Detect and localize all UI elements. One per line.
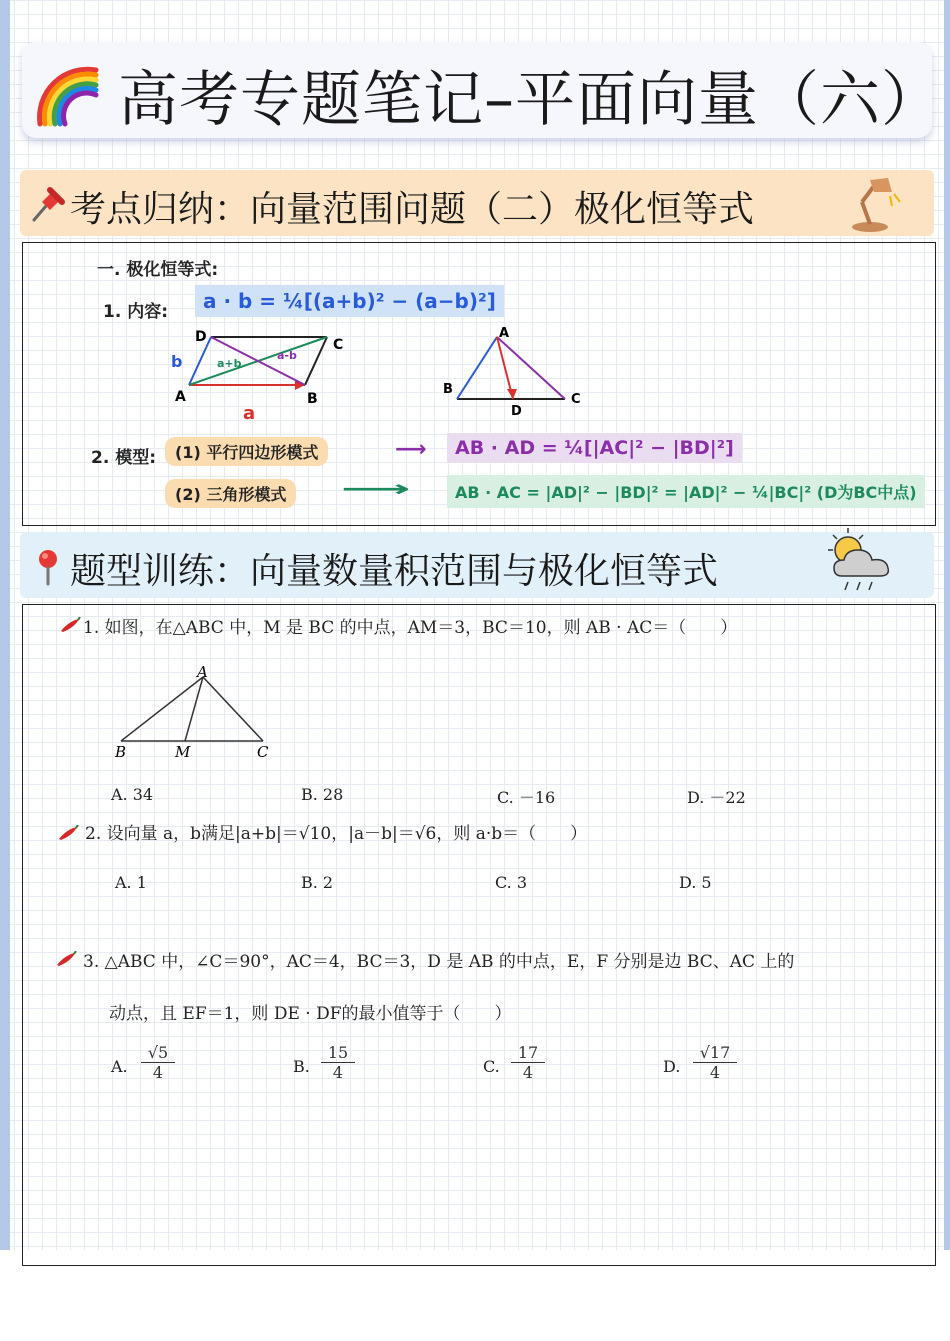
option-fraction [141,1043,175,1082]
option-letter: C. [483,1057,500,1076]
page-title: 高考专题笔记–平面向量（六） [118,65,942,135]
model1-arrow: ⟶ [395,437,427,462]
option-fraction [693,1043,737,1082]
page-edge-left [0,0,10,1250]
parallelogram-figure [165,327,365,427]
q1-vertex-A: A [197,663,208,681]
fraction-denominator: 4 [332,1063,344,1082]
diag-sum-label: a+b [217,357,242,370]
fraction-numerator: √5 [141,1043,175,1063]
section-header-practice [20,532,934,598]
question-2-option-d[interactable]: D. 5 [679,873,712,892]
question-1-option-b[interactable]: B. 28 [301,785,344,804]
question-3-stem-line2: 动点，且 EF＝1，则 DE · DF的最小值等于（ ） [109,1004,512,1024]
vector-b-label: b [171,352,183,371]
q1-vertex-C: C [257,743,269,761]
pushpin-icon [28,184,68,224]
page-edge-right [944,0,950,1250]
section-header-key-points [20,170,934,236]
tri-vertex-C: C [571,392,581,407]
question-2-stem: 2. 设向量 a，b满足|a+b|＝√10，|a－b|＝√6，则 a·b＝（ ） [85,824,588,844]
vertex-D: D [195,329,207,345]
model1-formula: AB · AD = ¼[|AC|² − |BD|²] [447,433,742,463]
notes-heading: 一. 极化恒等式: [97,260,219,280]
section-title: 题型训练：向量数量积范围与极化恒等式 [70,551,719,592]
question-2-option-a[interactable]: A. 1 [115,873,147,892]
rainbow-icon [34,62,100,128]
location-pin-icon [28,546,68,586]
question-1-figure [105,663,285,763]
fraction-numerator: √17 [693,1043,737,1063]
model2-arrow: ⟶ [341,477,411,502]
triangle-figure [435,323,605,419]
vertex-A: A [175,389,186,405]
title-banner [22,42,942,138]
fraction-denominator: 4 [152,1063,164,1082]
tri-vertex-A: A [499,326,510,341]
model-label: 2. 模型: [91,448,157,468]
model2-label: (2) 三角形模式 [165,479,296,508]
question-3-stem-line1: 3. △ABC 中，∠C＝90°，AC＝4，BC＝3，D 是 AB 的中点，E，F 分别是边 BC、AC 上的 [83,952,795,972]
option-letter: A. [111,1057,128,1076]
content-formula: a · b = ¼[(a+b)² − (a−b)²] [195,285,504,317]
fraction-numerator: 17 [511,1043,545,1063]
diag-diff-label: a-b [277,349,297,362]
fraction-denominator: 4 [709,1063,721,1082]
option-letter: B. [293,1057,310,1076]
option-letter: D. [663,1057,681,1076]
chili-pepper-icon [57,825,79,841]
desk-lamp-icon [844,172,906,234]
question-2-option-c[interactable]: C. 3 [495,873,528,892]
question-1-option-d[interactable]: D. －22 [687,788,746,807]
tri-vertex-B: B [443,382,453,397]
question-1-option-c[interactable]: C. －16 [497,788,556,807]
question-1-option-a[interactable]: A. 34 [111,785,154,804]
q1-vertex-B: B [115,743,127,761]
vector-a-label: a [243,403,256,424]
chili-pepper-icon [55,951,77,967]
vertex-B: B [307,391,318,407]
fraction-denominator: 4 [522,1063,534,1082]
tri-vertex-D: D [511,404,522,419]
questions-box [22,604,936,1266]
model2-formula: AB · AC = |AD|² − |BD|² = |AD|² − ¼|BC|² (D为BC中点) [447,475,925,508]
option-fraction [321,1043,355,1082]
sun-cloud-rain-icon [820,524,904,600]
model1-label: (1) 平行四边形模式 [165,437,328,466]
vertex-C: C [333,337,344,353]
question-1-stem: 1. 如图，在△ABC 中，M 是 BC 的中点，AM＝3，BC＝10，则 AB · AC＝（ ） [83,618,738,638]
question-2-option-b[interactable]: B. 2 [301,873,334,892]
chili-pepper-icon [59,617,81,633]
notes-box [22,242,936,526]
section-title: 考点归纳：向量范围问题（二）极化恒等式 [70,189,755,230]
q1-point-M: M [175,743,191,761]
option-fraction [511,1043,545,1082]
fraction-numerator: 15 [321,1043,355,1063]
content-label: 1. 内容: [103,302,169,322]
